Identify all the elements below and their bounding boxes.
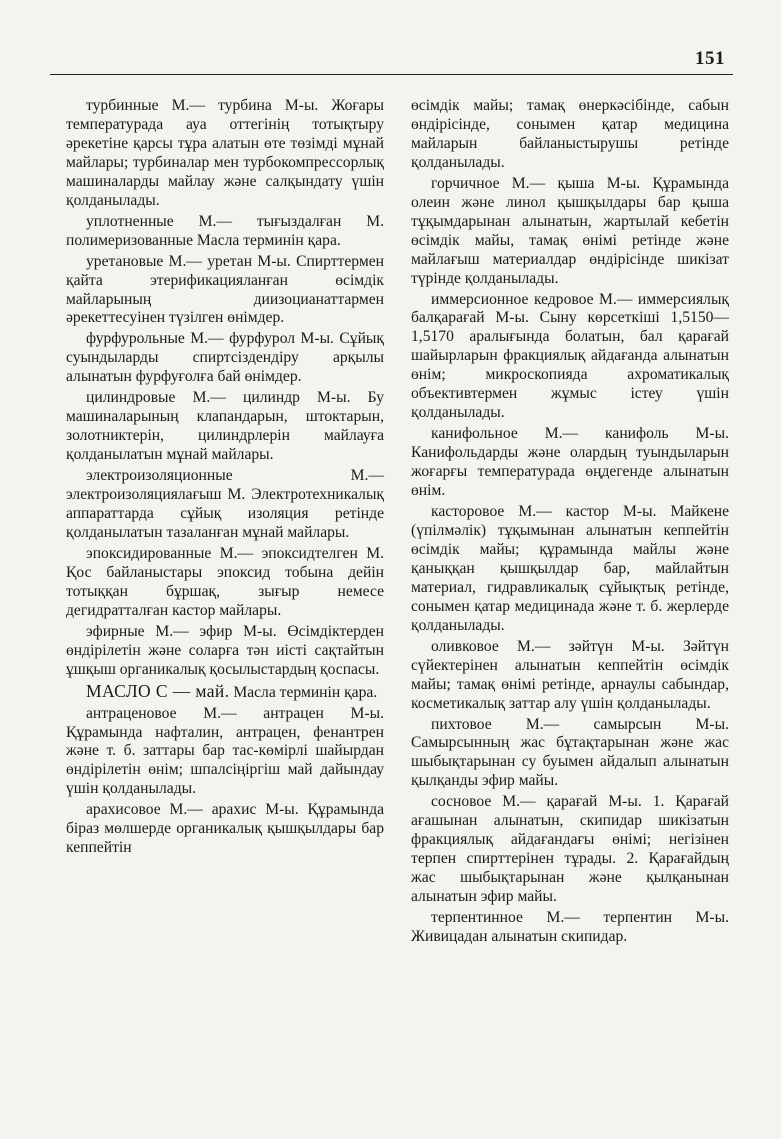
entry-headword: горчичное М.— қыша М-ы. (431, 174, 641, 192)
dictionary-entry (66, 213, 384, 251)
header-rule (50, 74, 733, 75)
dictionary-entry (66, 97, 384, 211)
entry-definition: Электротехникалық аппараттарда сұйық изоляция ретінде қолданылатын тазаланған мұнай майлары. (66, 486, 384, 541)
entry-headword: МАСЛО С — май. (86, 680, 230, 701)
entry-headword: иммерсионное кедровое М.— иммерсиялық балқарағай М-ы. (411, 290, 729, 327)
entry-definition: өсімдік майы; тамақ өнеркәсібінде, сабын өндірісінде, сонымен қатар медицина майларын байланыстырушы ретінде қолданылады. (411, 97, 729, 171)
entry-definition: полимеризованные Масла терминін қара. (66, 231, 341, 249)
entry-headword: оливковое М.— зәйтүн М-ы. (431, 637, 665, 655)
entry-definition: Майкене (үпілмәлік) тұқымынан алынатын кеппейтін өсімдік майы; құрамында майлы және қаныққан қышқылдар бар, майлайтын материал, гидравликалық сұйықтық ретінде, сонымен қатар медицинада және т. б. жерлерде қолданылады. (411, 503, 730, 634)
entry-headword: арахисовое М.— арахис М-ы. (86, 801, 299, 819)
entry-definition: Құрамында олеин және линол қышқылдары бар қыша тұқымдарынан алынатын, жартылай кебетін өсімдік майы, тамақ өнімі ретінде және майлағыш материалдар өндірісінде шикізат түрінде қолданылады. (411, 174, 729, 287)
dictionary-entry (66, 682, 384, 703)
dictionary-entry (411, 793, 729, 907)
dictionary-entry (411, 425, 729, 501)
entry-definition: Спирттермен қайта этерификацияланған өсімдік майларының диизоцианаттармен әрекеттесуінен түзілген өнімдер. (66, 252, 384, 327)
entry-definition: 1. Қарағай ағашынан алынатын, скипидар шикізатын фракциялық айдағандағы өнімі; негізінен терпен спирттерінен тұрады. 2. Қарағайдың жас шыбықтарынан және қылқанынан алынатын эфир майы. (411, 793, 730, 906)
entry-headword: сосновое М.— қарағай М-ы. (431, 793, 642, 811)
dictionary-entry (66, 330, 384, 387)
entry-definition: Жоғары температурада ауа оттегінің тотықтыру әрекетіне қарсы тұра алатын өте төзімді мұнай майлары; турбиналар мен турбокомпрессорлық машиналарды майлау және салқындату үшін қолданылады. (66, 97, 384, 209)
entry-headword: терпентинное М.— терпентин М-ы. (431, 909, 729, 927)
dictionary-entry (66, 623, 384, 680)
entry-headword: эпоксидированные М.— эпоксидтелген М. (86, 544, 384, 562)
dictionary-entry (411, 503, 729, 636)
entry-headword: фурфурольные М.— фурфурол М-ы. (86, 330, 334, 348)
entry-headword: турбинные М.— турбина М-ы. (86, 97, 319, 114)
entry-headword: уретановые М.— уретан М-ы. (86, 252, 291, 270)
entry-definition: Самырсынның жас бұтақтарынан және жас шыбықтарынан су буымен айдалып алынатын қылқанды эфир майы. (411, 734, 729, 790)
dictionary-entry (411, 291, 729, 424)
entry-definition: Сұйық суындыларды спиртсіздендіру арқылы алынатын фурфуғолға бай өнімдер. (66, 330, 384, 386)
dictionary-entry (411, 716, 729, 792)
entry-headword: антраценовое М.— антрацен М-ы. (86, 704, 384, 722)
dictionary-entry (411, 175, 729, 289)
entry-headword: касторовое М.— кастор М-ы. (431, 503, 657, 521)
page-number: 151 (695, 48, 725, 69)
entry-definition: Канифольдарды және олардың туындыларын жоғарғы температурада өңдегенде алынатын өнім. (411, 444, 729, 500)
entry-definition: Өсімдіктерден өндірілетін және соларға тән иісті сақтайтын ұшқыш органикалық қосылыстардың қоспасы. (66, 622, 384, 678)
dictionary-entry (411, 638, 729, 714)
entry-definition: Зәйтүн сүйектерінен алынатын кеппейтін өсімдік майы; тамақ өнімі ретінде, арнаулы сабындар, косметикалық заттар алу үшін қолданылады. (411, 637, 729, 712)
right-column (411, 97, 729, 949)
entry-headword: уплотненные М.— тығыздалған М. (86, 212, 384, 230)
entry-definition: Живицадан алынатын скипидар. (411, 927, 628, 945)
entry-headword: канифольное М.— канифоль М-ы. (431, 425, 729, 443)
dictionary-entry (66, 705, 384, 800)
dictionary-entry (411, 909, 729, 947)
dictionary-entry (66, 801, 384, 858)
entry-headword: пихтовое М.— самырсын М-ы. (431, 715, 729, 733)
dictionary-entry (66, 253, 384, 329)
dictionary-entry (66, 467, 384, 543)
entry-definition: Қос байланыстары эпоксид тобына дейін тотыққан бұршақ, зығыр немесе дегидратталған кастор майлары. (66, 563, 384, 619)
left-column (66, 97, 384, 860)
entry-definition: Құрамында нафталин, антрацен, фенантрен және т. б. заттары бар тас-көмірлі шайырдан өндірілетін өнім; шпалсіңіргіш май дайындау үшін қолданылады. (66, 723, 384, 798)
entry-headword: цилиндровые М.— цилиндр М-ы. (86, 389, 351, 407)
entry-headword: электроизоляционные М.— электроизоляциялағыш М. (66, 467, 384, 504)
dictionary-entry (411, 97, 729, 173)
entry-definition: Сыну көрсеткіші 1,5150—1,5170 аралығында болатын, бал қарағай шайырларын фракциялық айдағанда алынатын өнім; микроскопияда ахроматикалық объективтермен жұмыс істеу үшін қолданылады. (411, 309, 730, 422)
entry-definition: Құрамында біраз мөлшерде органикалық қышқылдары бар кеппейтін (66, 801, 384, 857)
entry-headword: эфирные М.— эфир М-ы. (86, 622, 277, 640)
dictionary-entry (66, 389, 384, 465)
dictionary-entry (66, 545, 384, 621)
entry-definition: Бу машиналарының клапандарын, штоктарын, золотниктерін, цилиндрлерін майлауға қолданылатын мұнай майлары. (66, 389, 384, 464)
entry-definition: Масла терминін қара. (233, 683, 378, 701)
